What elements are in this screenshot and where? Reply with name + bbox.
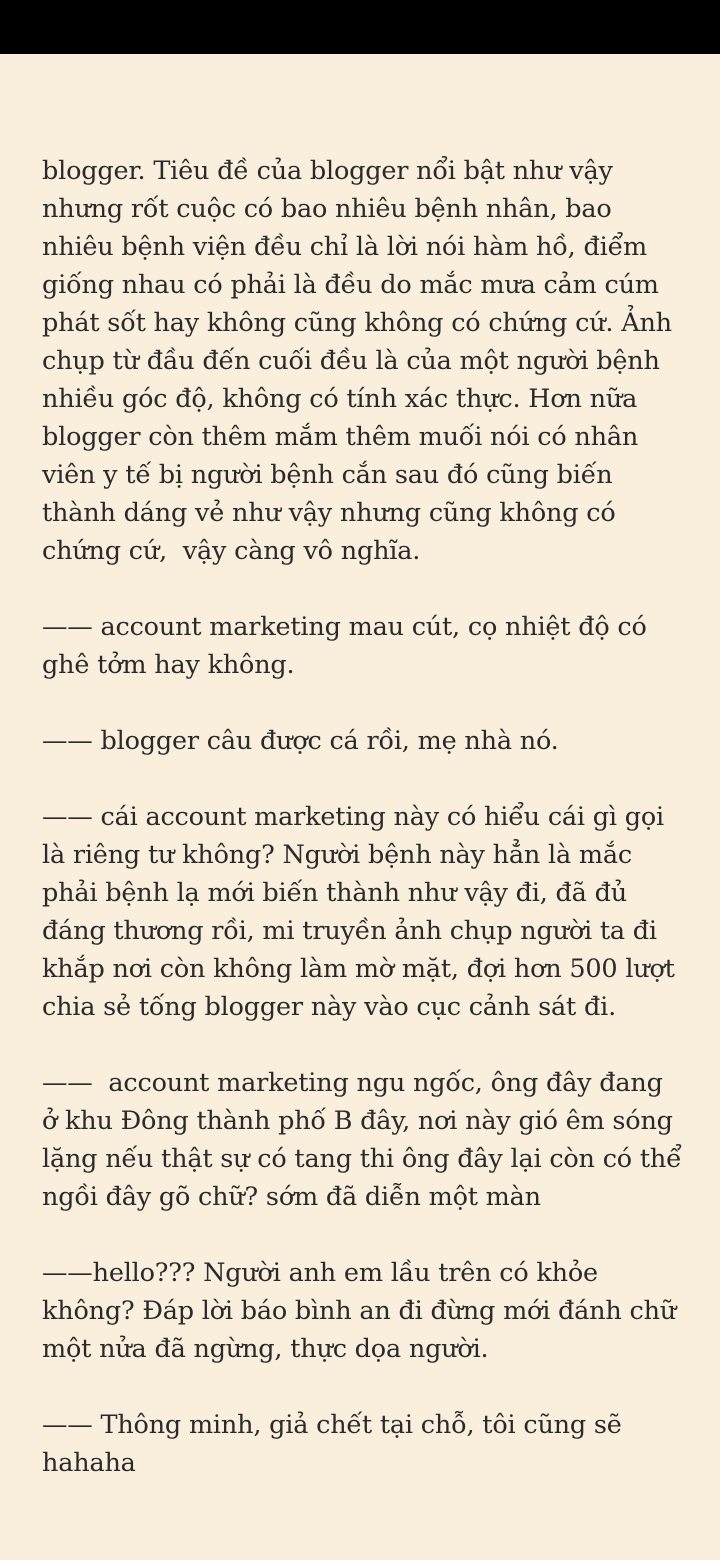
paragraph-7: —— Thông minh, giả chết tại chỗ, tôi cũng sẽ hahaha (42, 1410, 630, 1478)
paragraph-2: —— account marketing mau cút, cọ nhiệt độ có ghê tởm hay không. (42, 612, 655, 680)
paragraph-1: blogger. Tiêu đề của blogger nổi bật như vậy nhưng rốt cuộc có bao nhiêu bệnh nhân, bao nhiêu bệnh viện đều chỉ là lời nói hàm hồ, điểm giống nhau có phải là đều do mắc mưa cảm cúm phát sốt hay không cũng không có chứng cứ. Ảnh chụp từ đầu đến cuối đều là của một người bệnh nhiều góc độ, không có tính xác thực. Hơn nữa blogger còn thêm mắm thêm muối nói có nhân viên y tế bị người bệnh cắn sau đó cũng biến thành dáng vẻ như vậy nhưng cũng không có chứng cứ, vậy càng vô nghĩa. (42, 156, 680, 566)
paragraph-6: ——hello??? Người anh em lầu trên có khỏe không? Đáp lời báo bình an đi đừng mới đánh chữ một nửa đã ngừng, thực dọa người. (42, 1258, 684, 1364)
reading-content[interactable] (42, 152, 690, 1482)
paragraph-3: —— blogger câu được cá rồi, mẹ nhà nó. (42, 726, 559, 756)
paragraph-5: —— account marketing ngu ngốc, ông đây đang ở khu Đông thành phố B đây, nơi này gió êm sóng lặng nếu thật sự có tang thi ông đây lại còn có thể ngồi đây gõ chữ? sớm đã diễn một màn (42, 1068, 690, 1212)
paragraph-4: —— cái account marketing này có hiểu cái gì gọi là riêng tư không? Người bệnh này hẳn là mắc phải bệnh lạ mới biến thành như vậy đi, đã đủ đáng thương rồi, mi truyền ảnh chụp người ta đi khắp nơi còn không làm mờ mặt, đợi hơn 500 lượt chia sẻ tống blogger này vào cục cảnh sát đi. (42, 802, 683, 1022)
status-bar (0, 0, 720, 54)
